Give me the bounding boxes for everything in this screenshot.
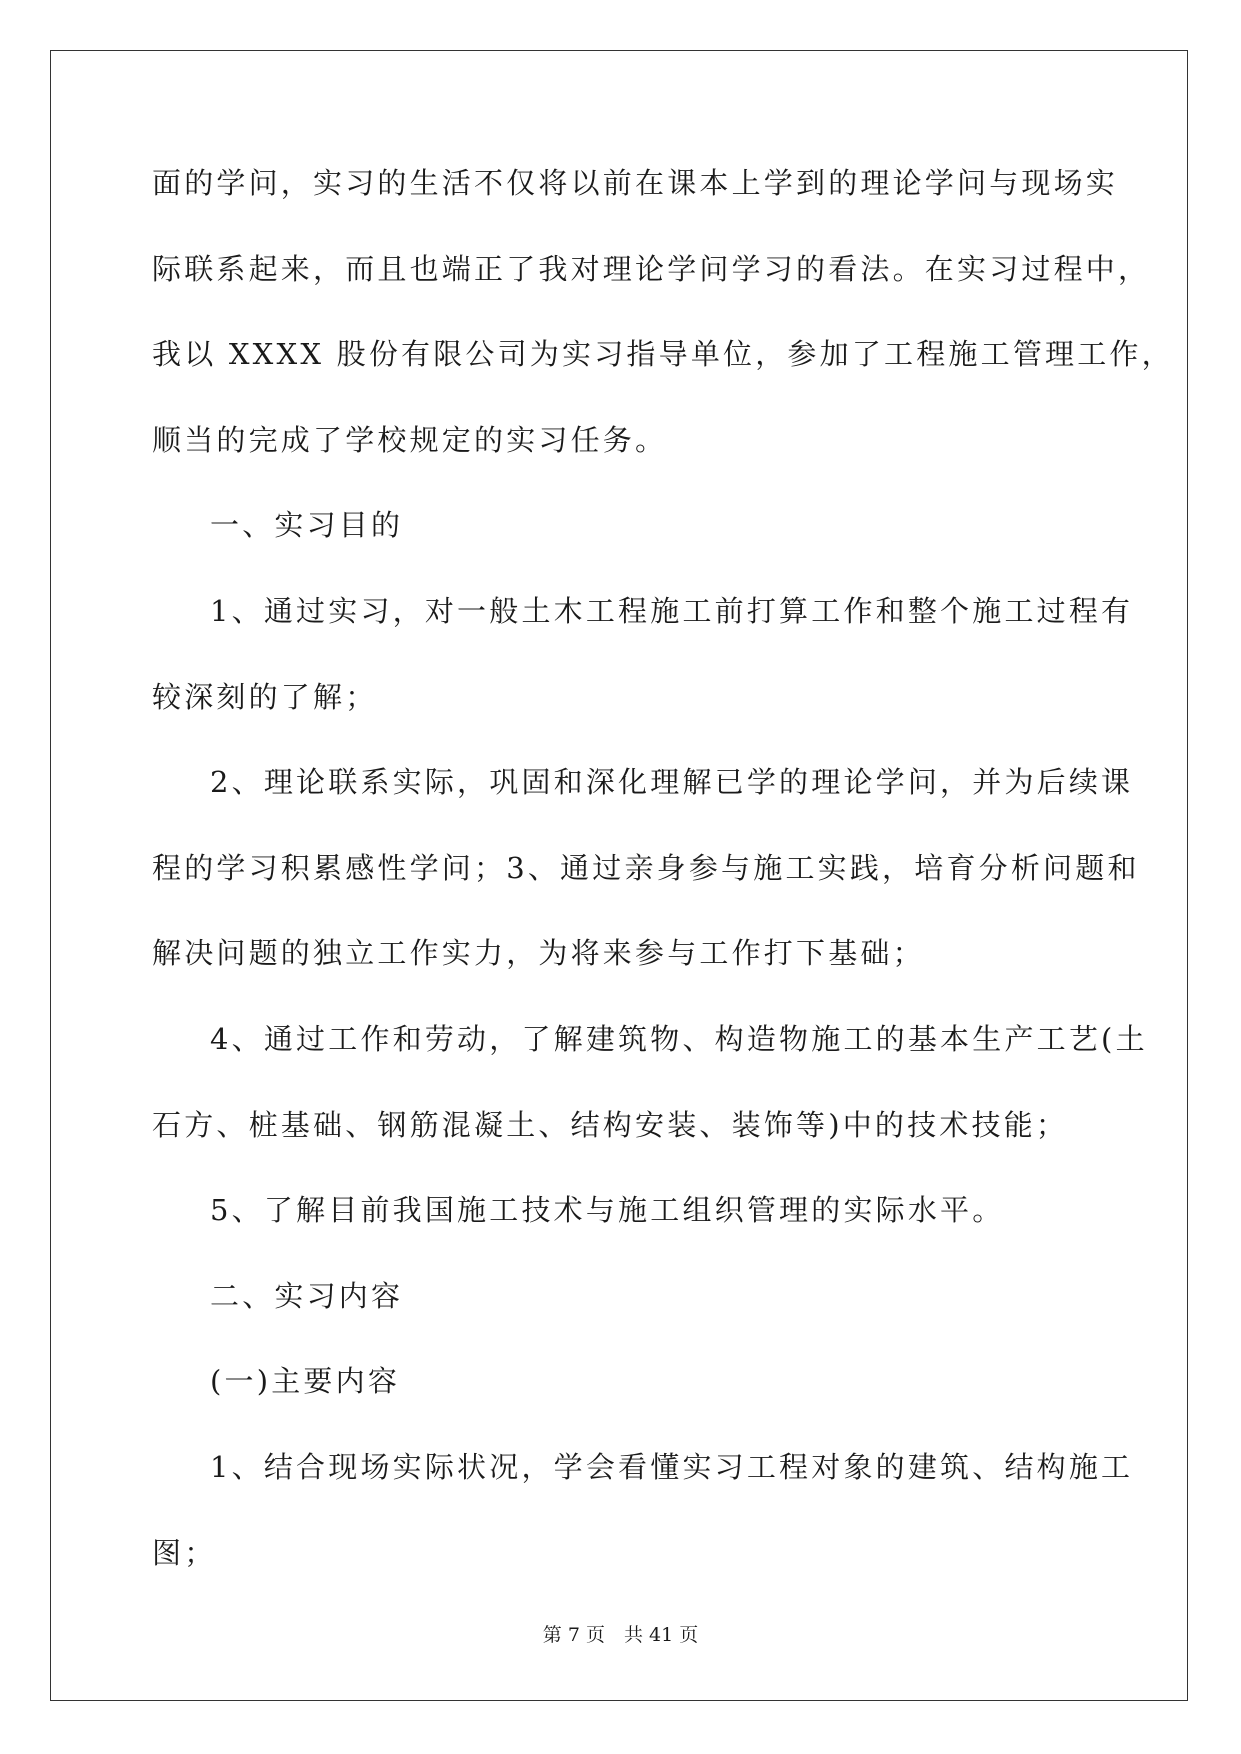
purpose-item-4-cont: 石方、桩基础、钢筋混凝土、结构安装、装饰等)中的技术技能； [152,1107,1069,1142]
purpose-item-4: 4、通过工作和劳动，了解建筑物、构造物施工的基本生产工艺(土 [210,1021,1148,1056]
section-heading-content: 二、实习内容 [210,1278,404,1313]
body-line-3: 我以 XXXX 股份有限公司为实习指导单位，参加了工程施工管理工作， [152,337,1174,372]
body-line-4: 顺当的完成了学校规定的实习任务。 [152,422,668,457]
purpose-item-1-cont: 较深刻的了解； [152,679,378,714]
purpose-item-1: 1、通过实习，对一般土木工程施工前打算工作和整个施工过程有 [210,593,1134,628]
section-heading-purpose: 一、实习目的 [210,508,404,543]
purpose-item-3-cont: 解决问题的独立工作实力，为将来参与工作打下基础； [152,936,925,971]
content-item-1: 1、结合现场实际状况，学会看懂实习工程对象的建筑、结构施工 [210,1449,1134,1484]
purpose-item-5: 5、了解目前我国施工技术与施工组织管理的实际水平。 [210,1193,1005,1228]
body-line-1: 面的学问，实习的生活不仅将以前在课本上学到的理论学问与现场实 [152,166,1119,200]
purpose-item-2: 2、理论联系实际，巩固和深化理解已学的理论学问，并为后续课 [210,765,1134,800]
content-item-1-cont: 图； [152,1535,217,1570]
page-number-footer: 第 7 页 共 41 页 [542,1624,699,1646]
body-line-2: 际联系起来，而且也端正了我对理论学问学习的看法。在实习过程中， [152,251,1151,286]
subsection-heading-main-content: (一)主要内容 [210,1364,401,1399]
purpose-item-2-cont: 程的学习积累感性学问；3、通过亲身参与施工实践，培育分析问题和 [152,850,1140,885]
document-body [152,162,1174,1617]
